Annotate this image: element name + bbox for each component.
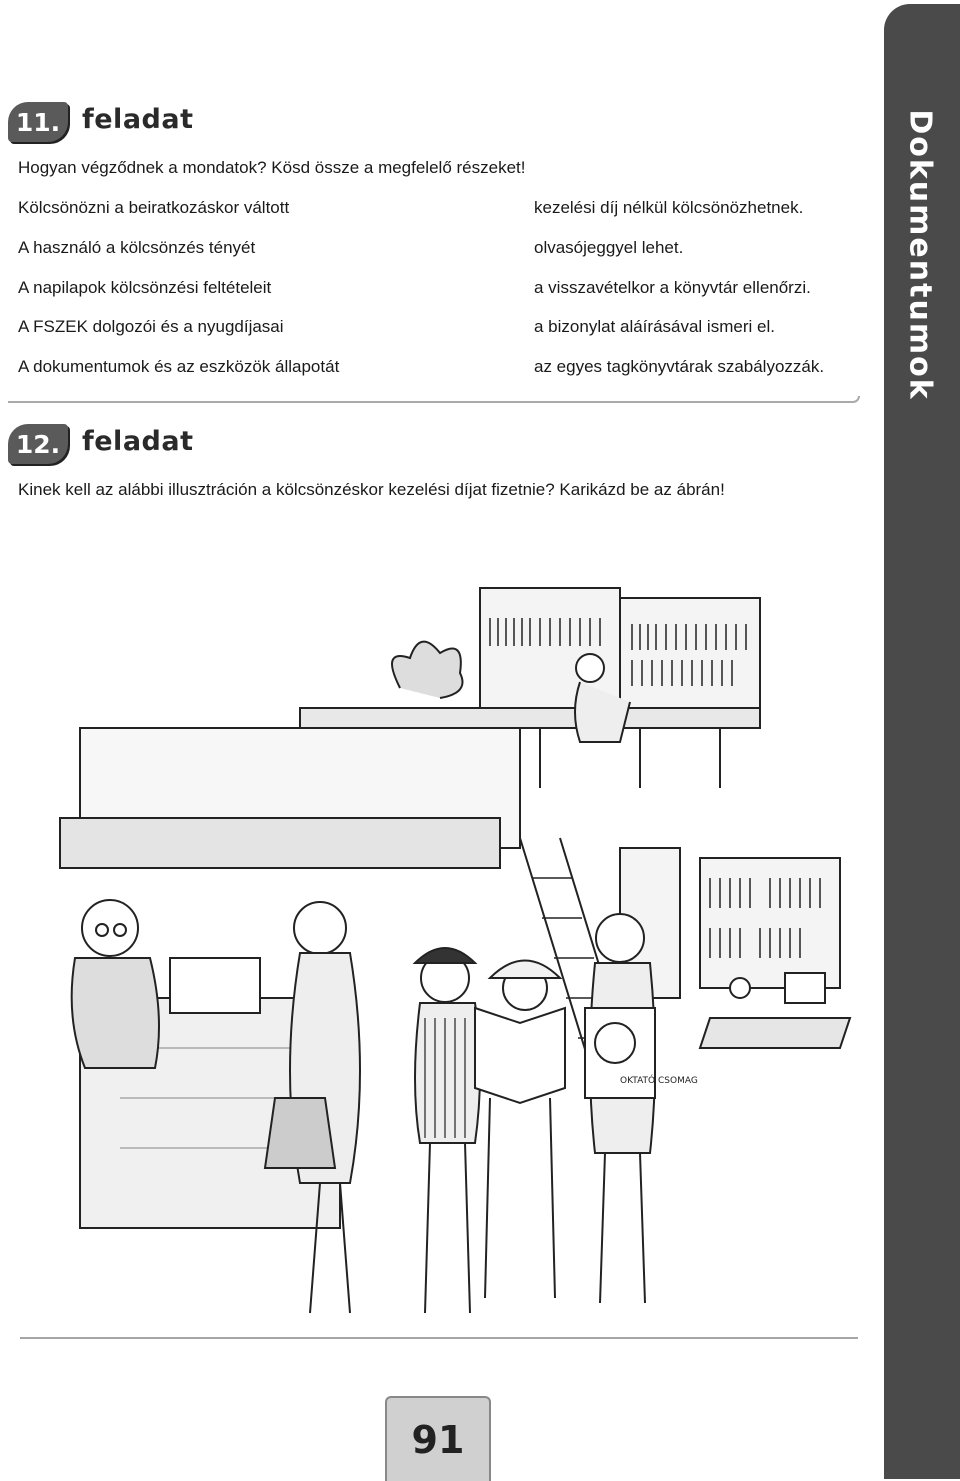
left-item[interactable]: A FSZEK dolgozói és a nyugdíjasai	[18, 317, 284, 336]
page-number: 91	[385, 1396, 491, 1481]
right-item[interactable]: a bizonylat aláírásával ismeri el.	[534, 317, 775, 336]
newspaper	[475, 1008, 565, 1103]
right-item[interactable]: kezelési díj nélkül kölcsönözhetnek.	[534, 198, 804, 217]
right-bookshelf	[700, 858, 840, 988]
cd-package-label: OKTATÓ CSOMAG	[620, 1076, 698, 1086]
monitor-desk	[170, 958, 260, 1013]
right-item[interactable]: az egyes tagkönyvtárak szabályozzák.	[534, 357, 825, 376]
mezzanine-reader-head	[576, 654, 604, 682]
shoulder-bag	[265, 1098, 335, 1168]
task-12-title: feladat	[82, 426, 194, 457]
right-item[interactable]: olvasójeggyel lehet.	[534, 238, 684, 257]
right-item[interactable]: a visszavételkor a könyvtár ellenőrzi.	[534, 278, 811, 297]
reader-right-head	[730, 978, 750, 998]
monitor-right	[785, 973, 825, 1003]
left-item[interactable]: A használó a kölcsönzés tényét	[18, 238, 256, 257]
plant-upper	[392, 642, 463, 698]
section-divider	[8, 396, 860, 403]
mezzanine-floor	[300, 708, 760, 728]
task-11-number: 11.	[8, 102, 68, 142]
task-12-number: 12.	[8, 424, 68, 464]
task-11-title: feladat	[82, 104, 194, 135]
librarian-head	[82, 900, 138, 956]
task-12-instruction: Kinek kell az alábbi illusztráción a kölcsönzéskor kezelési díjat fizetnie? Karikázd be az ábrán!	[18, 480, 725, 499]
library-illustration[interactable]	[20, 578, 858, 1368]
visitor-4-head	[596, 914, 644, 962]
left-item[interactable]: Kölcsönözni a beiratkozáskor váltott	[18, 198, 290, 217]
left-item[interactable]: A napilapok kölcsönzési feltételeit	[18, 278, 272, 297]
reading-table	[700, 1018, 850, 1048]
visitor-1-head	[294, 902, 346, 954]
upper-bookshelf	[620, 598, 760, 708]
chapter-label: Dokumentumok	[902, 109, 938, 401]
task-11-instruction: Hogyan végződnek a mondatok? Kösd össze a megfelelő részeket!	[18, 158, 526, 177]
left-item[interactable]: A dokumentumok és az eszközök állapotát	[18, 357, 340, 376]
